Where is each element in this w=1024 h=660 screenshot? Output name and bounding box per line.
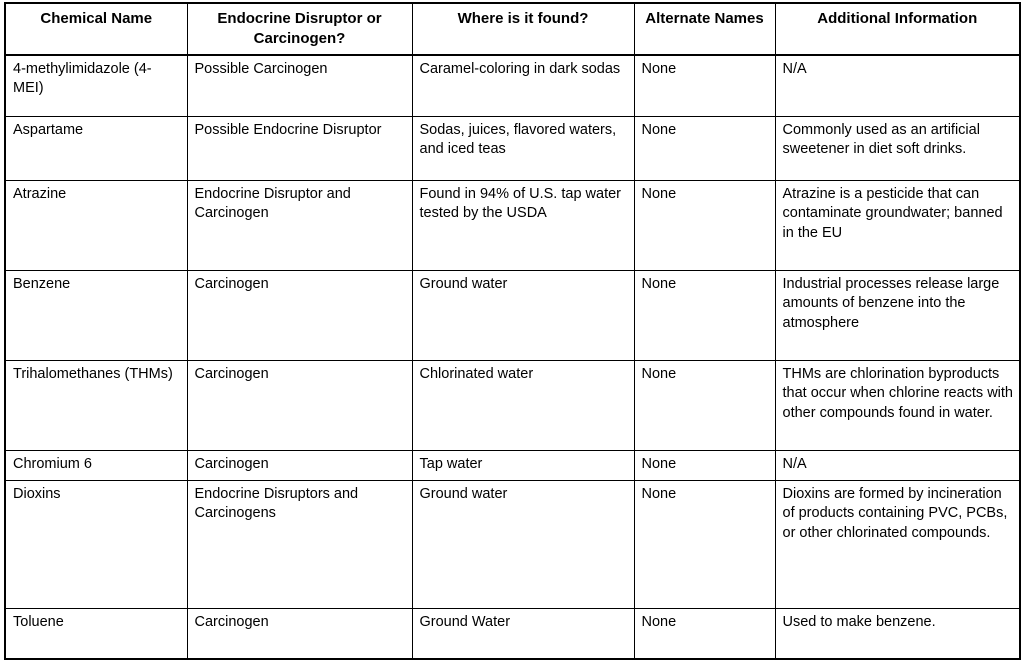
cell-where-found: Ground water <box>412 271 634 361</box>
cell-additional-information: Atrazine is a pesticide that can contaminate groundwater; banned in the EU <box>775 181 1020 271</box>
cell-classification: Carcinogen <box>187 361 412 451</box>
cell-where-found: Sodas, juices, flavored waters, and iced teas <box>412 117 634 181</box>
table-row <box>5 451 1020 481</box>
column-header-alternate-names: Alternate Names <box>634 3 775 55</box>
cell-alternate-names: None <box>634 271 775 361</box>
table-row <box>5 181 1020 271</box>
cell-chemical-name: Dioxins <box>5 481 187 609</box>
table-row <box>5 481 1020 609</box>
cell-chemical-name: Chromium 6 <box>5 451 187 481</box>
table-header-row <box>5 3 1020 55</box>
table-body <box>5 55 1020 659</box>
cell-chemical-name: Toluene <box>5 609 187 659</box>
cell-classification: Carcinogen <box>187 609 412 659</box>
cell-alternate-names: None <box>634 481 775 609</box>
cell-chemical-name: 4-methylimidazole (4-MEI) <box>5 55 187 117</box>
cell-alternate-names: None <box>634 609 775 659</box>
cell-additional-information: N/A <box>775 451 1020 481</box>
cell-classification: Endocrine Disruptor and Carcinogen <box>187 181 412 271</box>
cell-where-found: Found in 94% of U.S. tap water tested by the USDA <box>412 181 634 271</box>
chemical-contaminants-table <box>4 2 1021 660</box>
cell-alternate-names: None <box>634 55 775 117</box>
cell-where-found: Chlorinated water <box>412 361 634 451</box>
cell-classification: Possible Endocrine Disruptor <box>187 117 412 181</box>
cell-alternate-names: None <box>634 361 775 451</box>
table-row <box>5 361 1020 451</box>
column-header-chemical-name: Chemical Name <box>5 3 187 55</box>
cell-additional-information: Industrial processes release large amounts of benzene into the atmosphere <box>775 271 1020 361</box>
cell-classification: Carcinogen <box>187 451 412 481</box>
cell-classification: Endocrine Disruptors and Carcinogens <box>187 481 412 609</box>
cell-classification: Possible Carcinogen <box>187 55 412 117</box>
cell-additional-information: Used to make benzene. <box>775 609 1020 659</box>
table-row <box>5 117 1020 181</box>
cell-where-found: Ground water <box>412 481 634 609</box>
cell-classification: Carcinogen <box>187 271 412 361</box>
cell-chemical-name: Aspartame <box>5 117 187 181</box>
cell-additional-information: Dioxins are formed by incineration of products containing PVC, PCBs, or other chlorinated compounds. <box>775 481 1020 609</box>
cell-chemical-name: Trihalomethanes (THMs) <box>5 361 187 451</box>
cell-where-found: Ground Water <box>412 609 634 659</box>
cell-chemical-name: Benzene <box>5 271 187 361</box>
cell-alternate-names: None <box>634 451 775 481</box>
table-row <box>5 609 1020 659</box>
cell-additional-information: Commonly used as an artificial sweetener in diet soft drinks. <box>775 117 1020 181</box>
table-row <box>5 55 1020 117</box>
cell-alternate-names: None <box>634 117 775 181</box>
table-header <box>5 3 1020 55</box>
column-header-additional-information: Additional Information <box>775 3 1020 55</box>
column-header-where-found: Where is it found? <box>412 3 634 55</box>
column-header-classification: Endocrine Disruptor or Carcinogen? <box>187 3 412 55</box>
cell-chemical-name: Atrazine <box>5 181 187 271</box>
cell-alternate-names: None <box>634 181 775 271</box>
table-row <box>5 271 1020 361</box>
cell-where-found: Caramel-coloring in dark sodas <box>412 55 634 117</box>
cell-where-found: Tap water <box>412 451 634 481</box>
cell-additional-information: N/A <box>775 55 1020 117</box>
cell-additional-information: THMs are chlorination byproducts that occur when chlorine reacts with other compounds found in water. <box>775 361 1020 451</box>
